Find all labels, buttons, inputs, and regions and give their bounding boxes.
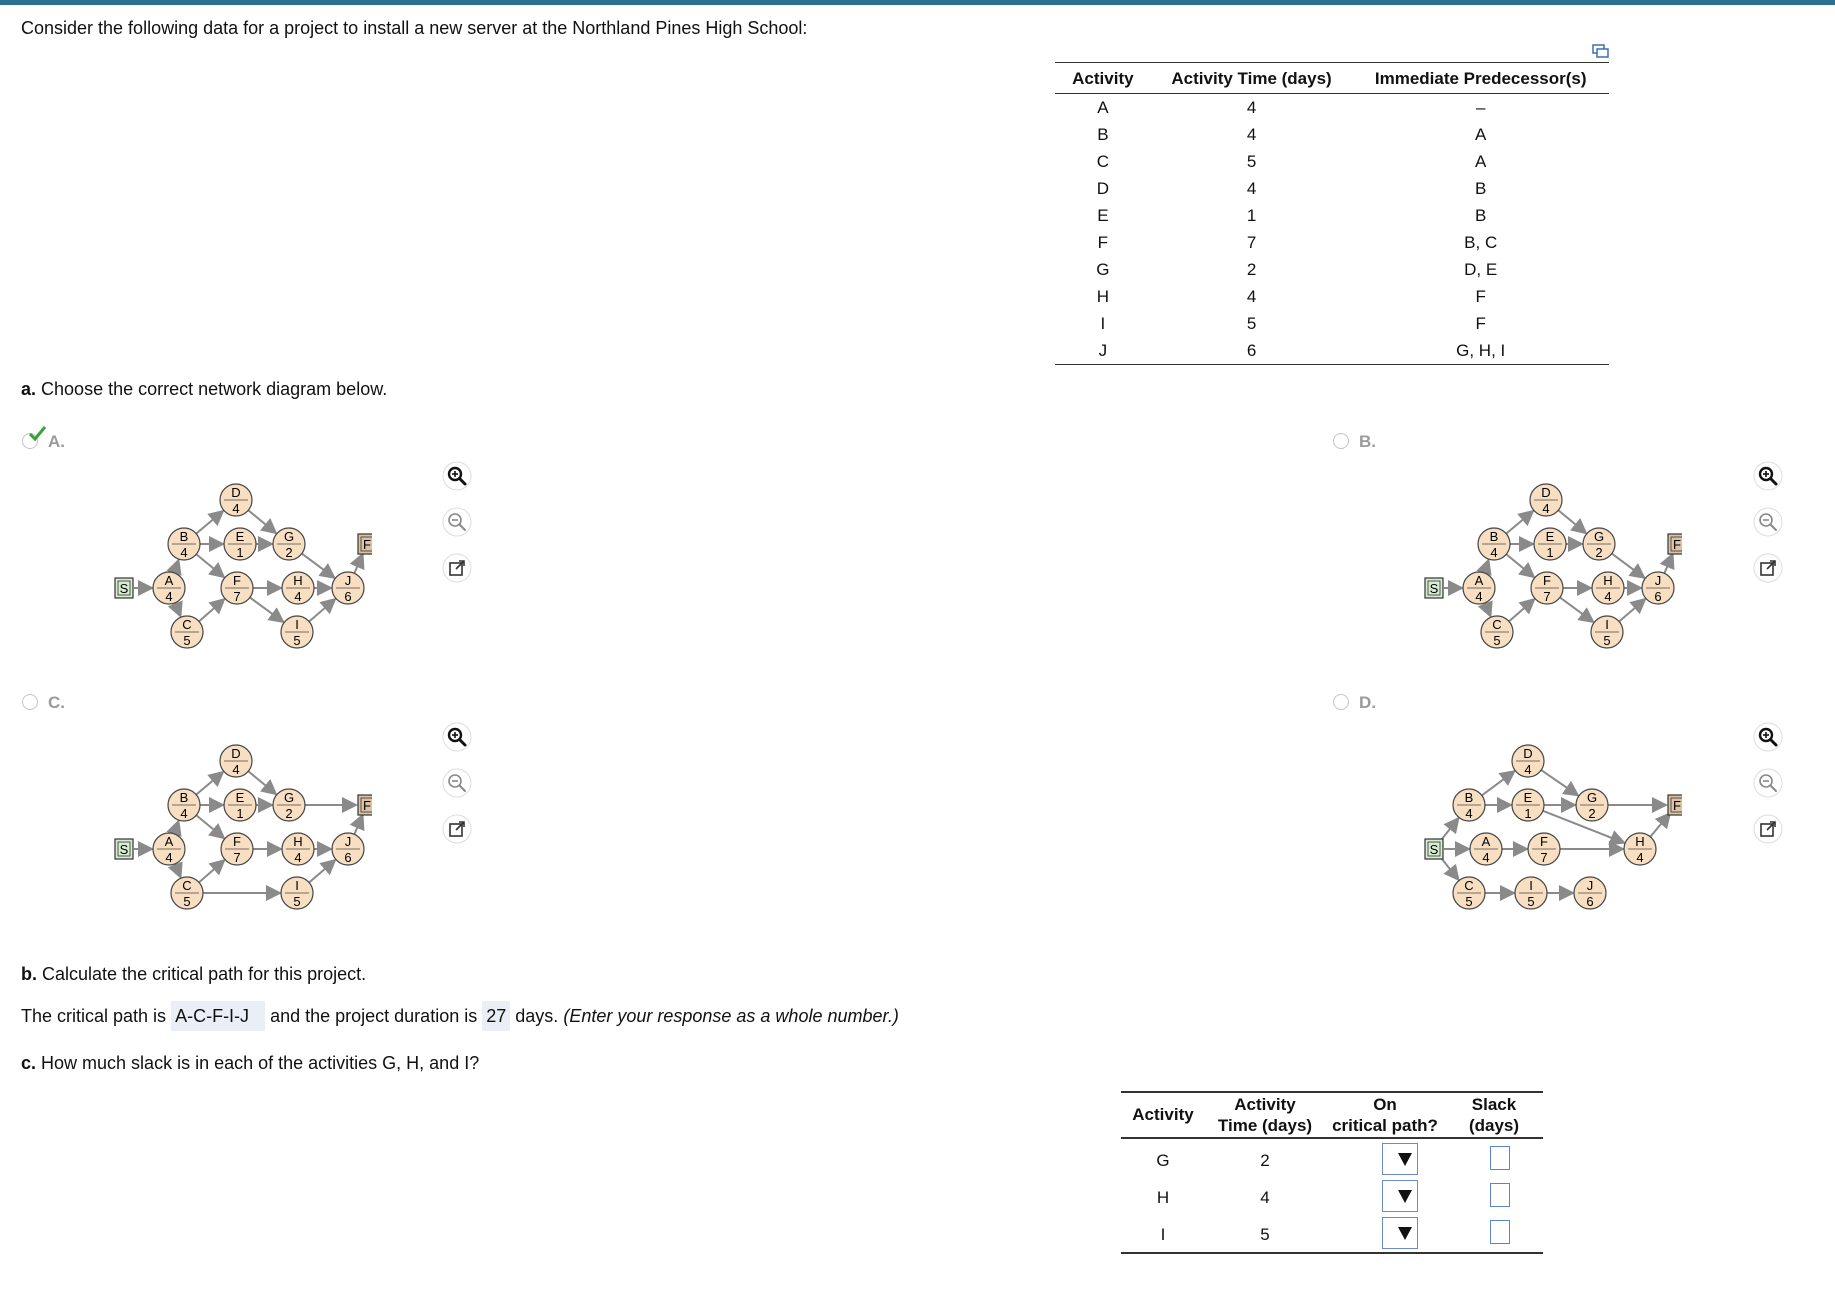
- svg-text:C: C: [182, 617, 192, 632]
- svg-text:G: G: [1586, 790, 1598, 805]
- part-a-text: Choose the correct network diagram below.: [41, 379, 388, 399]
- option-c-label: C.: [48, 693, 65, 712]
- cell-activity: J: [1055, 337, 1151, 365]
- cell-time: 1: [1246, 205, 1257, 225]
- svg-text:1: 1: [236, 545, 244, 560]
- cell-time: 4: [1246, 286, 1257, 306]
- cell-predecessors: B, C: [1464, 232, 1498, 252]
- cell-predecessors: G, H, I: [1352, 337, 1609, 365]
- part-c-label: c.: [21, 1053, 37, 1073]
- svg-text:4: 4: [1604, 589, 1612, 604]
- arrow-S-C: [1440, 857, 1458, 880]
- cell-predecessors: –: [1475, 97, 1486, 117]
- slack-header-critical-line2: critical path?: [1332, 1116, 1438, 1135]
- svg-text:A: A: [1481, 834, 1491, 849]
- activity-node-a: [1463, 572, 1495, 604]
- table-row: [1055, 337, 1609, 365]
- svg-text:5: 5: [293, 633, 301, 648]
- svg-text:7: 7: [1540, 850, 1548, 865]
- cell-time: 4: [1246, 97, 1257, 117]
- svg-text:4: 4: [165, 850, 173, 865]
- cell-time: 2: [1246, 259, 1257, 279]
- svg-text:2: 2: [1595, 545, 1603, 560]
- option-b-radio[interactable]: [1333, 433, 1349, 449]
- arrow-A-C: [1485, 603, 1491, 616]
- cell-activity: A: [1097, 97, 1109, 117]
- zoom-in-icon[interactable]: [442, 461, 472, 491]
- activity-node-j: [332, 572, 364, 604]
- arrow-I-J: [309, 860, 335, 882]
- duration-prefix: and the project duration is: [270, 1006, 478, 1026]
- network-diagram-b: [1422, 480, 1682, 655]
- arrow-B-Fa: [196, 554, 224, 577]
- header-predecessors: Immediate Predecessor(s): [1352, 63, 1609, 94]
- cell-activity: C: [1096, 151, 1110, 171]
- svg-text:A: A: [1474, 573, 1484, 588]
- svg-text:H: H: [1603, 573, 1613, 588]
- critical-path-sentence: [21, 1006, 899, 1027]
- cell-activity: B: [1097, 124, 1109, 144]
- activity-node-a: [1470, 833, 1502, 865]
- arrow-A-B: [174, 560, 178, 573]
- activity-node-g: [273, 528, 305, 560]
- svg-text:5: 5: [1465, 894, 1473, 909]
- svg-text:6: 6: [1586, 894, 1594, 909]
- svg-text:4: 4: [1490, 545, 1498, 560]
- svg-text:G: G: [1593, 529, 1605, 544]
- critical-path-dropdown[interactable]: [1382, 1180, 1418, 1212]
- slack-header-time-line1: Activity: [1234, 1095, 1296, 1114]
- svg-text:4: 4: [232, 762, 240, 777]
- cell-time: 4: [1246, 178, 1257, 198]
- activity-node-f: [221, 572, 253, 604]
- svg-text:F: F: [233, 573, 241, 588]
- svg-text:4: 4: [1482, 850, 1490, 865]
- activity-node-d: [220, 484, 252, 516]
- cell-predecessors: D, E: [1464, 259, 1498, 279]
- part-c-text: How much slack is in each of the activities G, H, and I?: [41, 1053, 480, 1073]
- zoom-out-icon[interactable]: [1753, 768, 1783, 798]
- svg-text:D: D: [1541, 485, 1551, 500]
- svg-text:H: H: [293, 834, 303, 849]
- svg-text:4: 4: [1524, 762, 1532, 777]
- activity-node-i: [281, 877, 313, 909]
- activity-node-b: [168, 789, 200, 821]
- arrow-Fa-I: [250, 597, 283, 621]
- activity-data-table: [1055, 62, 1609, 365]
- svg-text:E: E: [1523, 790, 1533, 805]
- zoom-out-icon[interactable]: [442, 507, 472, 537]
- chevron-down-icon: [1398, 1153, 1412, 1166]
- svg-text:1: 1: [1524, 806, 1532, 821]
- arrow-A-B: [174, 821, 178, 834]
- activity-node-f: [221, 833, 253, 865]
- activity-node-e: [224, 528, 256, 560]
- chevron-down-icon: [1398, 1190, 1412, 1203]
- zoom-in-icon[interactable]: [1753, 461, 1783, 491]
- slack-header-slack: [1445, 1094, 1543, 1136]
- arrow-A-C: [175, 603, 181, 616]
- part-b-text: Calculate the critical path for this project.: [42, 964, 367, 984]
- svg-text:4: 4: [1465, 806, 1473, 821]
- svg-text:J: J: [344, 573, 352, 588]
- arrow-D-G: [1541, 770, 1578, 795]
- finish-node: [358, 795, 372, 815]
- cell-time: 5: [1246, 151, 1257, 171]
- arrow-C-Fa: [1509, 599, 1534, 621]
- part-a-label: a.: [21, 379, 37, 399]
- svg-text:E: E: [1545, 529, 1555, 544]
- slack-header-critical: [1325, 1094, 1445, 1136]
- svg-text:1: 1: [1546, 545, 1554, 560]
- slack-table: [1121, 1091, 1543, 1254]
- option-c-radio[interactable]: [22, 694, 38, 710]
- svg-text:4: 4: [180, 545, 188, 560]
- cell-time: 5: [1246, 313, 1257, 333]
- svg-text:E: E: [235, 790, 245, 805]
- svg-text:4: 4: [294, 589, 302, 604]
- arrow-A-C: [175, 864, 181, 877]
- svg-text:G: G: [283, 529, 295, 544]
- slack-header-slack-line1: Slack: [1471, 1095, 1517, 1114]
- cell-time: 7: [1246, 232, 1257, 252]
- cell-predecessors: B: [1475, 205, 1487, 225]
- svg-text:6: 6: [1654, 589, 1662, 604]
- arrow-B-D: [196, 511, 223, 534]
- slack-row-time: 4: [1260, 1188, 1270, 1207]
- svg-text:I: I: [1605, 617, 1609, 632]
- activity-node-h: [1592, 572, 1624, 604]
- arrow-I-J: [1619, 599, 1645, 621]
- activity-node-j: [1574, 877, 1606, 909]
- correct-check-icon: [28, 425, 48, 443]
- header-activity: Activity: [1055, 63, 1151, 94]
- duration-answer[interactable]: 27: [482, 1001, 510, 1031]
- arrow-J-F: [354, 815, 362, 834]
- part-b-label: b.: [21, 964, 37, 984]
- cell-predecessors: A: [1475, 151, 1487, 171]
- activity-node-e: [1534, 528, 1566, 560]
- activity-node-h: [282, 572, 314, 604]
- start-node: [1425, 839, 1443, 859]
- zoom-in-icon[interactable]: [1753, 722, 1783, 752]
- network-diagram-c: [112, 741, 372, 916]
- start-node: [115, 578, 133, 598]
- slack-row-time: 2: [1260, 1151, 1270, 1170]
- popout-icon[interactable]: [1753, 814, 1783, 844]
- copy-table-icon[interactable]: [1592, 44, 1610, 60]
- slack-input[interactable]: [1490, 1220, 1510, 1244]
- arrow-B-Fa: [196, 815, 224, 838]
- duration-suffix: days.: [515, 1006, 559, 1026]
- slack-header-critical-line1: On: [1373, 1095, 1397, 1114]
- activity-node-c: [1481, 616, 1513, 648]
- svg-text:C: C: [182, 878, 192, 893]
- table-row: [1055, 94, 1609, 122]
- arrow-B-Fa: [1506, 554, 1534, 577]
- critical-path-prefix: The critical path is: [21, 1006, 167, 1026]
- activity-node-g: [273, 789, 305, 821]
- svg-text:7: 7: [1543, 589, 1551, 604]
- svg-text:4: 4: [1475, 589, 1483, 604]
- svg-text:E: E: [235, 529, 245, 544]
- part-a-question: [21, 379, 387, 400]
- arrow-D-G: [248, 771, 276, 794]
- svg-text:S: S: [119, 581, 129, 596]
- table-row: [1055, 121, 1609, 148]
- slack-input[interactable]: [1490, 1183, 1510, 1207]
- header-activity-time: Activity Time (days): [1151, 63, 1353, 94]
- svg-text:J: J: [1654, 573, 1662, 588]
- arrow-Fa-I: [1560, 597, 1593, 621]
- svg-text:B: B: [179, 529, 189, 544]
- activity-node-g: [1576, 789, 1608, 821]
- zoom-in-icon[interactable]: [442, 722, 472, 752]
- activity-node-h: [282, 833, 314, 865]
- svg-text:4: 4: [180, 806, 188, 821]
- activity-node-i: [1591, 616, 1623, 648]
- svg-text:5: 5: [293, 894, 301, 909]
- svg-text:4: 4: [1636, 850, 1644, 865]
- arrow-J-F: [1664, 554, 1672, 573]
- activity-node-j: [1642, 572, 1674, 604]
- cell-activity: I: [1100, 313, 1106, 333]
- svg-text:I: I: [1529, 878, 1533, 893]
- svg-text:A: A: [164, 573, 174, 588]
- activity-node-i: [281, 616, 313, 648]
- svg-text:D: D: [231, 746, 241, 761]
- arrow-I-J: [309, 599, 335, 621]
- critical-path-dropdown[interactable]: [1382, 1217, 1418, 1249]
- arrow-J-F: [354, 554, 362, 573]
- slack-row-activity: I: [1160, 1225, 1166, 1244]
- svg-text:1: 1: [236, 806, 244, 821]
- svg-text:I: I: [295, 617, 299, 632]
- critical-path-answer[interactable]: A-C-F-I-J: [171, 1001, 265, 1031]
- svg-text:6: 6: [344, 850, 352, 865]
- arrow-B-D: [1506, 511, 1533, 534]
- cell-predecessors: A: [1475, 124, 1487, 144]
- cell-activity: H: [1096, 286, 1110, 306]
- activity-node-h: [1624, 833, 1656, 865]
- finish-node: [1668, 534, 1682, 554]
- arrow-S-B: [1440, 818, 1458, 841]
- cell-activity: G: [1096, 259, 1110, 279]
- svg-text:S: S: [119, 842, 129, 857]
- slack-row-activity: H: [1156, 1188, 1170, 1207]
- svg-text:H: H: [293, 573, 303, 588]
- cell-time: 4: [1246, 124, 1257, 144]
- table-row: [1055, 175, 1609, 202]
- svg-text:5: 5: [1527, 894, 1535, 909]
- table-row: [1055, 310, 1609, 337]
- part-c-question: [21, 1053, 479, 1074]
- arrow-B-D: [196, 772, 223, 795]
- activity-node-d: [1512, 745, 1544, 777]
- svg-text:B: B: [1489, 529, 1499, 544]
- activity-node-d: [220, 745, 252, 777]
- finish-node: [1668, 795, 1682, 815]
- cell-predecessors: F: [1475, 286, 1486, 306]
- arrow-D-G: [248, 510, 276, 533]
- activity-node-g: [1583, 528, 1615, 560]
- start-node: [115, 839, 133, 859]
- svg-text:6: 6: [344, 589, 352, 604]
- svg-text:J: J: [344, 834, 352, 849]
- activity-node-f: [1531, 572, 1563, 604]
- popout-icon[interactable]: [1753, 553, 1783, 583]
- svg-text:5: 5: [1493, 633, 1501, 648]
- popout-icon[interactable]: [442, 814, 472, 844]
- svg-text:B: B: [179, 790, 189, 805]
- svg-text:5: 5: [1603, 633, 1611, 648]
- table-row: [1055, 256, 1609, 283]
- arrow-A-B: [1484, 560, 1488, 573]
- option-b-label: B.: [1359, 432, 1376, 451]
- activity-node-f: [1528, 833, 1560, 865]
- arrow-C-Fa: [199, 599, 224, 621]
- svg-text:S: S: [1429, 581, 1439, 596]
- option-a-label: A.: [48, 432, 65, 451]
- zoom-out-icon[interactable]: [442, 768, 472, 798]
- activity-node-a: [153, 833, 185, 865]
- svg-text:4: 4: [165, 589, 173, 604]
- svg-text:H: H: [1635, 834, 1645, 849]
- svg-text:F: F: [363, 798, 371, 813]
- critical-path-dropdown[interactable]: [1382, 1143, 1418, 1175]
- table-row: [1055, 202, 1609, 229]
- whole-number-hint: (Enter your response as a whole number.): [563, 1006, 899, 1026]
- svg-text:J: J: [1586, 878, 1594, 893]
- svg-text:F: F: [1673, 798, 1681, 813]
- svg-text:4: 4: [294, 850, 302, 865]
- part-b-question: [21, 964, 366, 985]
- activity-node-e: [224, 789, 256, 821]
- arrow-H-F: [1650, 813, 1670, 836]
- svg-text:5: 5: [183, 633, 191, 648]
- slack-header-time-line2: Time (days): [1217, 1116, 1313, 1135]
- svg-text:F: F: [1540, 834, 1548, 849]
- svg-text:C: C: [1464, 878, 1474, 893]
- activity-node-c: [1453, 877, 1485, 909]
- cell-activity: F: [1097, 232, 1109, 252]
- svg-text:B: B: [1464, 790, 1474, 805]
- activity-node-d: [1530, 484, 1562, 516]
- arrow-B-D: [1482, 771, 1515, 795]
- cell-activity: D: [1096, 178, 1110, 198]
- activity-node-a: [153, 572, 185, 604]
- activity-node-j: [332, 833, 364, 865]
- slack-header-activity: Activity: [1132, 1105, 1194, 1124]
- cell-predecessors: B: [1475, 178, 1487, 198]
- popout-icon[interactable]: [442, 553, 472, 583]
- cell-time: 6: [1151, 337, 1353, 365]
- finish-node: [358, 534, 372, 554]
- svg-text:7: 7: [233, 589, 241, 604]
- option-d-label: D.: [1359, 693, 1376, 712]
- chevron-down-icon: [1398, 1227, 1412, 1240]
- slack-header-slack-line2: (days): [1468, 1116, 1520, 1135]
- table-row: [1055, 229, 1609, 256]
- svg-text:2: 2: [1588, 806, 1596, 821]
- zoom-out-icon[interactable]: [1753, 507, 1783, 537]
- table-row: [1055, 283, 1609, 310]
- activity-node-c: [171, 616, 203, 648]
- cell-predecessors: F: [1475, 313, 1486, 333]
- svg-text:4: 4: [232, 501, 240, 516]
- option-d-radio[interactable]: [1333, 694, 1349, 710]
- svg-text:4: 4: [1542, 501, 1550, 516]
- activity-node-b: [1478, 528, 1510, 560]
- activity-data-rows: [1055, 94, 1609, 365]
- svg-text:F: F: [233, 834, 241, 849]
- cell-activity: E: [1097, 205, 1109, 225]
- svg-text:F: F: [363, 537, 371, 552]
- activity-node-b: [168, 528, 200, 560]
- top-accent-bar: [0, 0, 1835, 5]
- activity-node-c: [171, 877, 203, 909]
- slack-row-time: 5: [1260, 1225, 1270, 1244]
- arrow-D-G: [1558, 510, 1586, 533]
- svg-text:7: 7: [233, 850, 241, 865]
- svg-text:2: 2: [285, 806, 293, 821]
- network-diagram-a: [112, 480, 372, 655]
- svg-text:2: 2: [285, 545, 293, 560]
- svg-text:S: S: [1429, 842, 1439, 857]
- svg-text:C: C: [1492, 617, 1502, 632]
- svg-text:D: D: [1523, 746, 1533, 761]
- svg-text:A: A: [164, 834, 174, 849]
- intro-text: Consider the following data for a project to install a new server at the Northland Pines High School:: [21, 18, 808, 38]
- activity-node-e: [1512, 789, 1544, 821]
- svg-text:D: D: [231, 485, 241, 500]
- start-node: [1425, 578, 1443, 598]
- slack-header-time: [1205, 1094, 1325, 1136]
- slack-row-activity: G: [1156, 1151, 1170, 1170]
- activity-node-i: [1515, 877, 1547, 909]
- svg-text:F: F: [1673, 537, 1681, 552]
- svg-text:5: 5: [183, 894, 191, 909]
- svg-text:I: I: [295, 878, 299, 893]
- activity-node-b: [1453, 789, 1485, 821]
- svg-text:G: G: [283, 790, 295, 805]
- slack-input[interactable]: [1490, 1146, 1510, 1170]
- arrow-C-Fa: [199, 860, 224, 882]
- network-diagram-d: [1422, 741, 1682, 916]
- svg-text:F: F: [1543, 573, 1551, 588]
- table-row: [1055, 148, 1609, 175]
